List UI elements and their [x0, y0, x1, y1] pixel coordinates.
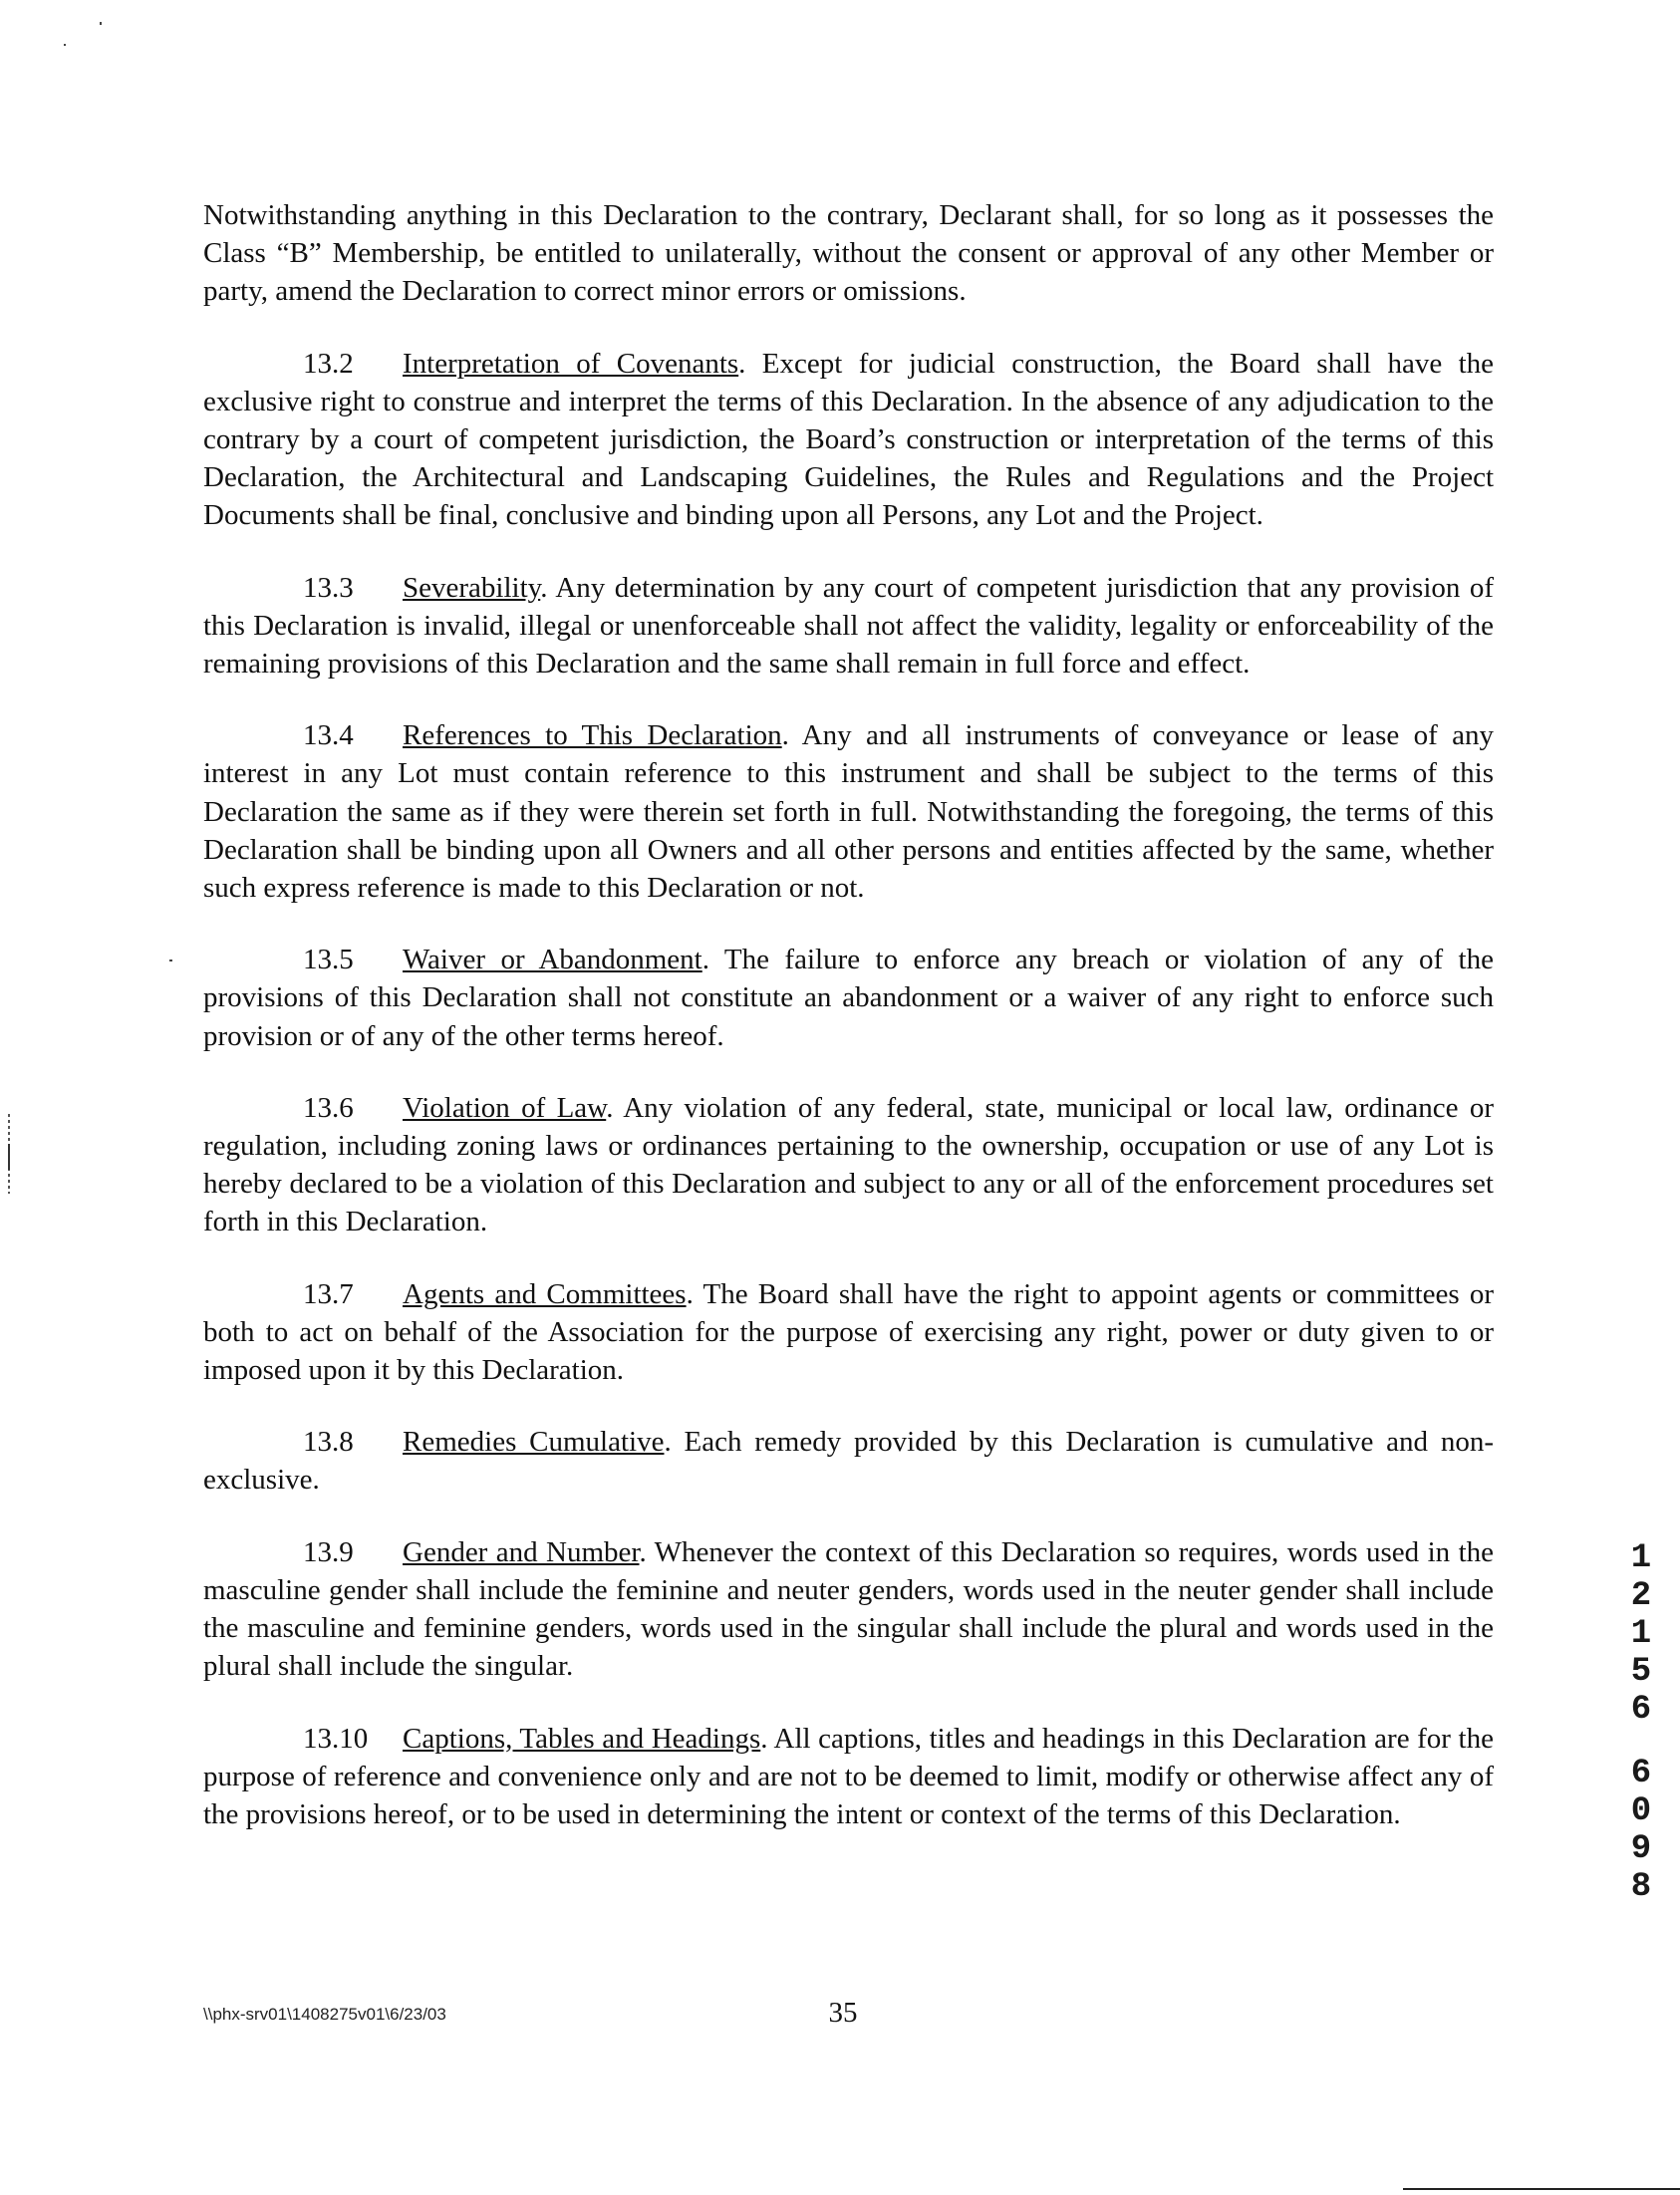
declaration-body [203, 196, 1494, 1867]
section-number: 13.6 [303, 1091, 354, 1124]
scan-speck [64, 44, 66, 46]
scan-edge-line [1403, 2188, 1680, 2190]
section-title: Agents and Committees [403, 1277, 687, 1310]
section-text: . Except for judicial construction, the Board shall have the exclusive right to construe and interpret the terms of this Declaration. In the absence of any adjudication to the contrary by a court of competent jurisdiction, the Board’s construction or interpretation of the terms of this Declaration, the Architectural and Landscaping Guidelines, the Rules and Regulations and the Project Documents shall be final, conclusive and binding upon all Persons, any Lot and the Project. [203, 347, 1494, 532]
section-text: . Each remedy provided by this Declaration is cumulative and non-exclusive. [203, 1426, 1495, 1497]
intro-paragraph: Notwithstanding anything in this Declaration to the contrary, Declarant shall, for so long as it possesses the Class “B” Membership, be entitled to unilaterally, without the consent or approval of any other Member or party, amend the Declaration to correct minor errors or omissions. [203, 199, 1494, 308]
stamp-digit: 1 [1630, 1615, 1652, 1653]
section-13-5 [203, 941, 1494, 1055]
stamp-digit: 1 [1630, 1539, 1652, 1577]
stamp-digit: 0 [1630, 1792, 1652, 1830]
section-text: . All captions, titles and headings in this Declaration are for the purpose of reference and convenience only and are not to be deemed to limit, modify or otherwise affect any of the provisions hereof, or to be used in determining the intent or context of the terms of this Declaration. [203, 1722, 1494, 1830]
scan-speck [100, 22, 102, 25]
stamp-digit: 5 [1630, 1653, 1652, 1691]
section-text: . The Board shall have the right to appoint agents or committees or both to act on behalf of the Association for the purpose of exercising any right, power or duty given to or imposed upon it by this Declaration. [203, 1277, 1495, 1387]
stamp-digit: 6 [1630, 1755, 1652, 1792]
section-number: 13.10 [303, 1722, 369, 1755]
page-number: 35 [828, 1997, 858, 2029]
section-text: . Any and all instruments of conveyance or lease of any interest in any Lot must contain reference to this instrument and shall be subject to the terms of this Declaration the same as if they were therein set forth in full. Notwithstanding the foregoing, the terms of this Declaration shall be binding upon all Owners and all other persons and entities affected by the same, whether such express reference is made to this Declaration or not. [203, 719, 1494, 905]
section-13-8 [203, 1423, 1494, 1499]
scan-speck [169, 960, 172, 961]
section-13-4 [203, 716, 1494, 907]
section-13-10 [203, 1720, 1494, 1834]
section-number: 13.3 [303, 571, 354, 604]
section-text: . Whenever the context of this Declaration so requires, words used in the masculine gender shall include the feminine and neuter genders, words used in the neuter gender shall include the masculine and feminine genders, words used in the singular shall include the plural and words used in the plural shall include the singular. [203, 1535, 1494, 1683]
section-title: Captions, Tables and Headings [403, 1722, 761, 1755]
recording-number-stamp [1626, 1539, 1656, 1906]
margin-mark [8, 1144, 10, 1170]
section-title: Gender and Number [403, 1535, 640, 1568]
section-number: 13.8 [303, 1426, 354, 1459]
section-13-2 [203, 345, 1494, 535]
section-number: 13.2 [303, 347, 354, 380]
section-title: Violation of Law [403, 1091, 607, 1124]
section-number: 13.9 [303, 1535, 354, 1568]
section-title: Waiver or Abandonment [403, 944, 702, 976]
section-title: Interpretation of Covenants [403, 347, 739, 380]
section-13-7 [203, 1275, 1494, 1390]
section-text: . Any violation of any federal, state, municipal or local law, ordinance or regulation, including zoning laws or ordinances pertaining to the ownership, occupation or use of any Lot is hereby declared to be a violation of this Declaration and subject to any or all of the enforcement procedures set forth in this Declaration. [203, 1091, 1495, 1238]
section-13-9 [203, 1533, 1494, 1686]
section-13-6 [203, 1089, 1494, 1241]
section-number: 13.4 [303, 719, 354, 752]
section-text: . Any determination by any court of competent jurisdiction that any provision of this Declaration is invalid, illegal or unenforceable shall not affect the validity, legality or enforceability of the remaining provisions of this Declaration and the same shall remain in full force and effect. [203, 571, 1494, 681]
section-title: Severability [403, 571, 541, 604]
section-text: . The failure to enforce any breach or violation of any of the provisions of this Declaration shall not constitute an abandonment or a waiver of any right to enforce such provision or of any of the other terms hereof. [203, 944, 1494, 1052]
stamp-digit: 2 [1630, 1577, 1652, 1615]
section-13-3 [203, 569, 1494, 684]
stamp-digit: 6 [1630, 1691, 1652, 1729]
section-title: References to This Declaration [403, 719, 782, 752]
document-path: \\phx-srv01\1408275v01\6/23/03 [203, 2005, 446, 2024]
section-number: 13.7 [303, 1277, 354, 1310]
stamp-digit: 8 [1630, 1868, 1652, 1906]
section-title: Remedies Cumulative [403, 1426, 665, 1459]
stamp-digit: 9 [1630, 1830, 1652, 1868]
section-number: 13.5 [303, 944, 354, 976]
